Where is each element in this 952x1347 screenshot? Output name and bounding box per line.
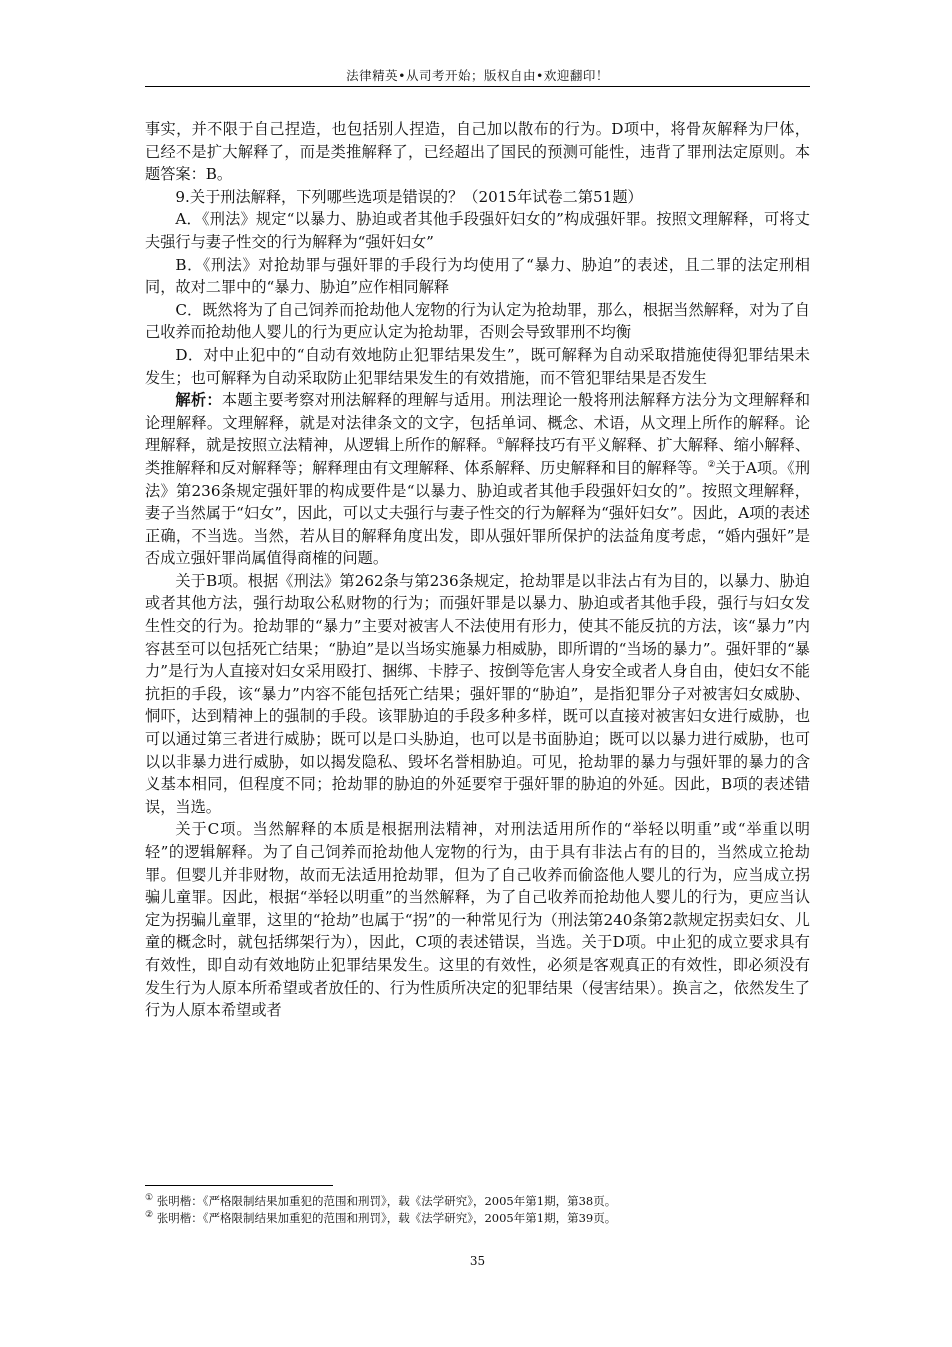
option-c: C．既然将为了自己饲养而抢劫他人宠物的行为认定为抢劫罪，那么，根据当然解释，对为了自己收养而抢劫他人婴儿的行为更应认定为抢劫罪，否则会导致罪刑不均衡 bbox=[145, 300, 810, 342]
header-rule bbox=[145, 86, 810, 87]
analysis-option-b: 关于B项。根据《刑法》第262条与第236条规定，抢劫罪是以非法占有为目的，以暴力、胁迫或者其他方法，强行劫取公私财物的行为；而强奸罪是以暴力、胁迫或者其他手段，强行与妇女发生性交的行为。抢劫罪的“暴力”主要对被害人不法使用有形力，使其不能反抗的方法，该“暴力”内容甚至可以包括死亡结果；“胁迫”是以当场实施暴力相威胁，即所谓的“当场的暴力”。强奸罪的“暴力”是行为人直接对妇女采用殴打、捆绑、卡脖子、按倒等危害人身安全或者人身自由，使妇女不能抗拒的手段，该“暴力”内容不能包括死亡结果；强奸罪的“胁迫”，是指犯罪分子对被害妇女威胁、恫吓，达到精神上的强制的手段。该罪胁迫的手段多种多样，既可以直接对被害妇女进行威胁，也可以通过第三者进行威胁；既可以是口头胁迫，也可以是书面胁迫；既可以以暴力进行威胁，也可以以非暴力进行威胁，如以揭发隐私、毁坏名誉相胁迫。可见，抢劫罪的暴力与强奸罪的暴力的含义基本相同，但程度不同；抢劫罪的胁迫的外延要窄于强奸罪的胁迫的外延。因此，B项的表述错误，当选。 bbox=[145, 571, 810, 816]
analysis-text-2: 解释技巧有平义解释、扩大解释、缩小解释、类推解释和反对解释等；解释理由有文理解释、体系解释、历史解释和目的解释等。 bbox=[145, 436, 811, 477]
footnote-text: 张明楷：《严格限制结果加重犯的范围和刑罚》，载《法学研究》，2005年第1期，第38页。 bbox=[156, 1194, 617, 1208]
footnote-1 bbox=[145, 1193, 810, 1210]
paragraph-continued: 事实，并不限于自己捏造，也包括别人捏造，自己加以散布的行为。D项中，将骨灰解释为尸体，已经不是扩大解释了，而是类推解释了，已经超出了国民的预测可能性，违背了罪刑法定原则。本题答案：B。 bbox=[145, 120, 810, 184]
analysis-label: 解析： bbox=[175, 391, 222, 410]
footnote-mark: ② bbox=[145, 1210, 154, 1221]
option-a: A．《刑法》规定“以暴力、胁迫或者其他手段强奸妇女的”构成强奸罪。按照文理解释，可将丈夫强行与妻子性交的行为解释为“强奸妇女” bbox=[145, 210, 810, 251]
page-header: 法律精英•从司考开始；版权自由•欢迎翻印！ bbox=[346, 68, 609, 83]
analysis-text-3: 关于A项。《刑法》第236条规定强奸罪的构成要件是“以暴力、胁迫或者其他手段强奸妇女的”。按照文理解释，妻子当然属于“妇女”，因此，可以丈夫强行与妻子性交的行为解释为“强奸妇女”。因此，A项的表述正确，不当选。当然，若从目的解释角度出发，即从强奸罪所保护的法益角度考虑，“婚内强奸”是否成立强奸罪尚属值得商榷的问题。 bbox=[145, 458, 811, 568]
footnote-ref-1: ① bbox=[496, 437, 505, 448]
analysis-option-c-d: 关于C项。当然解释的本质是根据刑法精神，对刑法适用所作的“举轻以明重”或“举重以明轻”的逻辑解释。为了自己饲养而抢劫他人宠物的行为，由于具有非法占有的目的，当然成立抢劫罪。但婴儿并非财物，故而无法适用抢劫罪，但为了自己收养而偷盗他人婴儿的行为，应当成立拐骗儿童罪。因此，根据“举轻以明重”的当然解释，为了自己收养而抢劫他人婴儿的行为，更应当认定为拐骗儿童罪，这里的“抢劫”也属于“拐”的一种常见行为（刑法第240条第2款规定拐卖妇女、儿童的概念时，就包括绑架行为），因此，C项的表述错误，当选。关于D项。中止犯的成立要求具有有效性，即自动有效地防止犯罪结果发生。这里的有效性，必须是客观真正的有效性，即必须没有发生行为人原本所希望或者放任的、行为性质所决定的犯罪结果（侵害结果）。换言之，依然发生了行为人原本希望或者 bbox=[145, 820, 810, 1020]
document-body bbox=[145, 118, 810, 1022]
analysis-text-1: 本题主要考察对刑法解释的理解与适用。刑法理论一般将刑法解释方法分为文理解释和论理解释。文理解释，就是对法律条文的文字，包括单词、概念、术语，从文理上所作的解释。论理解释，就是按照立法精神，从逻辑上所作的解释。 bbox=[145, 391, 811, 455]
analysis-paragraph bbox=[145, 389, 810, 570]
option-d: D．对中止犯中的“自动有效地防止犯罪结果发生”，既可解释为自动采取措施使得犯罪结果未发生；也可解释为自动采取防止犯罪结果发生的有效措施，而不管犯罪结果是否发生 bbox=[145, 345, 810, 387]
footnote-ref-2: ② bbox=[707, 459, 716, 470]
page-number: 35 bbox=[469, 1254, 486, 1268]
footnote-text: 张明楷：《严格限制结果加重犯的范围和刑罚》，载《法学研究》，2005年第1期，第39页。 bbox=[156, 1211, 617, 1225]
question-stem: 9.关于刑法解释，下列哪些选项是错误的？（2015年试卷二第51题） bbox=[175, 187, 643, 206]
option-b: B．《刑法》对抢劫罪与强奸罪的手段行为均使用了“暴力、胁迫”的表述，且二罪的法定刑相同，故对二罪中的“暴力、胁迫”应作相同解释 bbox=[145, 255, 810, 297]
footnote-rule bbox=[145, 1185, 333, 1186]
footnotes bbox=[145, 1193, 810, 1227]
footnote-mark: ① bbox=[145, 1193, 154, 1204]
footnote-2 bbox=[145, 1210, 810, 1227]
